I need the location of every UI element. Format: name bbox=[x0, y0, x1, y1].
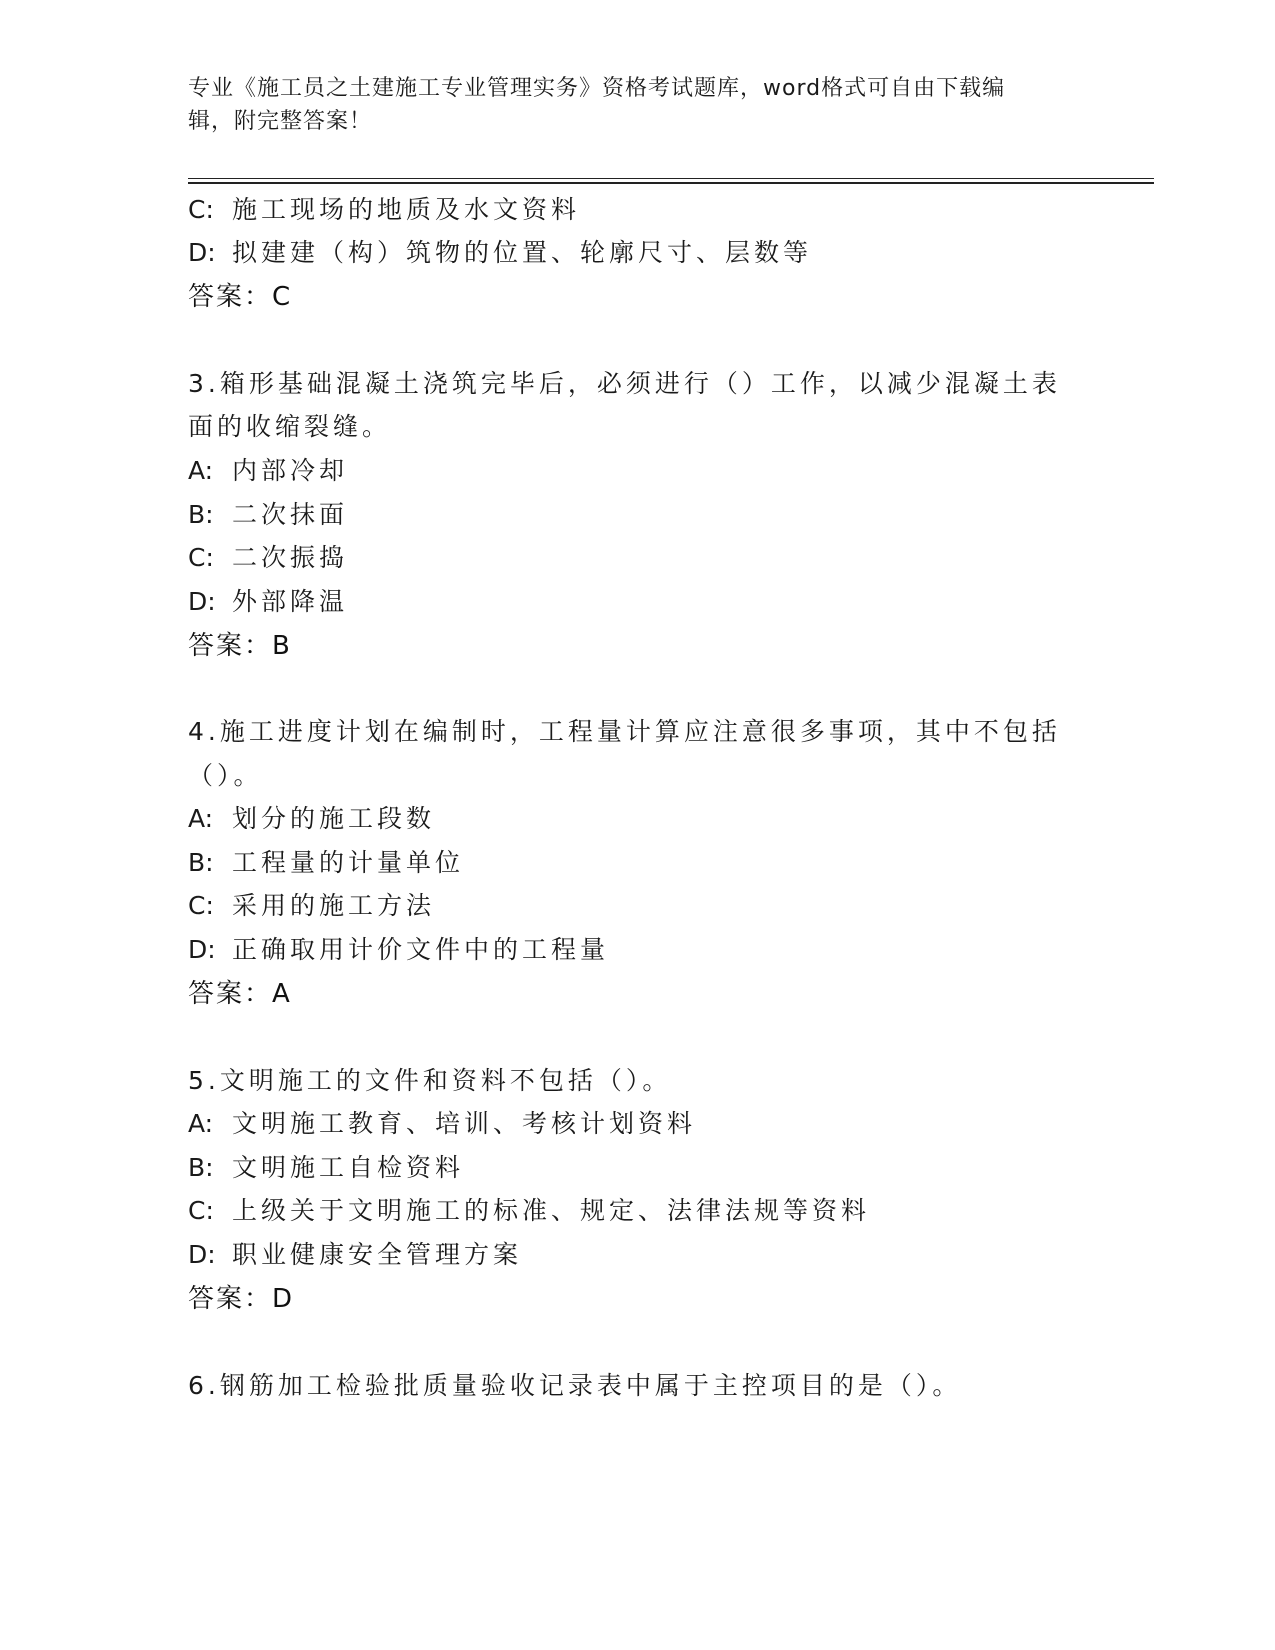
q4-option-c: C: 采用的施工方法 bbox=[188, 891, 436, 920]
q2-answer: 答案：C bbox=[188, 282, 291, 312]
header-line-2: 辑，附完整答案！ bbox=[188, 109, 373, 134]
header-divider-thin bbox=[188, 178, 1154, 179]
q3-option-b: B: 二次抹面 bbox=[188, 500, 349, 529]
q4-option-b: B: 工程量的计量单位 bbox=[188, 848, 465, 877]
q3-option-d: D: 外部降温 bbox=[188, 587, 349, 616]
q4-option-a: A: 划分的施工段数 bbox=[188, 804, 436, 833]
q4-option-d: D: 正确取用计价文件中的工程量 bbox=[188, 935, 610, 964]
q5-option-b: B: 文明施工自检资料 bbox=[188, 1153, 465, 1182]
q3-stem-line-1: 3.箱形基础混凝土浇筑完毕后，必须进行（）工作，以减少混凝土表 bbox=[188, 369, 1061, 398]
q5-answer: 答案：D bbox=[188, 1284, 293, 1314]
q2-option-d: D: 拟建建（构）筑物的位置、轮廓尺寸、层数等 bbox=[188, 238, 813, 267]
q6-stem-line-1: 6.钢筋加工检验批质量验收记录表中属于主控项目的是（）。 bbox=[188, 1371, 962, 1400]
q4-answer: 答案：A bbox=[188, 979, 290, 1009]
q3-option-a: A: 内部冷却 bbox=[188, 456, 349, 485]
document-header bbox=[188, 72, 1068, 138]
q4-stem-line-1: 4.施工进度计划在编制时，工程量计算应注意很多事项，其中不包括 bbox=[188, 717, 1061, 746]
q5-option-d: D: 职业健康安全管理方案 bbox=[188, 1240, 523, 1269]
header-divider-thick bbox=[188, 182, 1154, 184]
header-line-1: 专业《施工员之土建施工专业管理实务》资格考试题库，word格式可自由下载编 bbox=[188, 76, 1006, 101]
q3-stem-line-2: 面的收缩裂缝。 bbox=[188, 412, 392, 441]
q2-option-c: C: 施工现场的地质及水文资料 bbox=[188, 195, 581, 224]
q3-option-c: C: 二次振捣 bbox=[188, 543, 349, 572]
q5-stem-line-1: 5.文明施工的文件和资料不包括（）。 bbox=[188, 1066, 672, 1095]
q5-option-c: C: 上级关于文明施工的标准、规定、法律法规等资料 bbox=[188, 1196, 871, 1225]
q4-stem-line-2: （）。 bbox=[188, 761, 263, 790]
q3-answer: 答案：B bbox=[188, 631, 290, 661]
q5-option-a: A: 文明施工教育、培训、考核计划资料 bbox=[188, 1109, 697, 1138]
